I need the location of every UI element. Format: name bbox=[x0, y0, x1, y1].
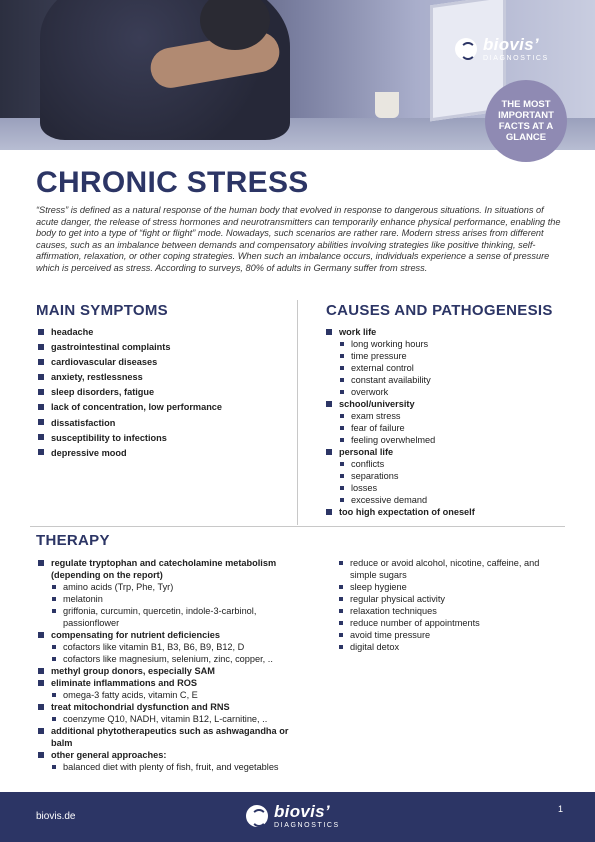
logo-name: biovis’ bbox=[483, 35, 539, 54]
cause-subitem: constant availability bbox=[326, 374, 566, 386]
logo-sub: DIAGNOSTICS bbox=[483, 55, 549, 62]
cause-subitem: losses bbox=[326, 482, 566, 494]
symptom-item: cardiovascular diseases bbox=[38, 356, 288, 368]
section-divider bbox=[30, 526, 565, 527]
page-number: 1 bbox=[558, 804, 564, 814]
therapy-list-left bbox=[38, 557, 293, 773]
therapy-subitem: coenzyme Q10, NADH, vitamin B12, L-carnitine, .. bbox=[38, 713, 293, 725]
symptom-item: susceptibility to infections bbox=[38, 432, 288, 444]
symptom-item: lack of concentration, low performance bbox=[38, 401, 288, 413]
therapy-subitem: balanced diet with plenty of fish, fruit, and vegetables bbox=[38, 761, 293, 773]
cause-group: too high expectation of oneself bbox=[326, 506, 566, 518]
badge-line: FACTS AT A bbox=[498, 121, 554, 132]
therapy-subitem: avoid time pressure bbox=[325, 629, 565, 641]
cause-subitem: time pressure bbox=[326, 350, 566, 362]
therapy-subitem: sleep hygiene bbox=[325, 581, 565, 593]
therapy-subitem: regular physical activity bbox=[325, 593, 565, 605]
footer-website-link[interactable]: biovis.de bbox=[36, 811, 76, 822]
symptom-item: gastrointestinal complaints bbox=[38, 341, 288, 353]
dna-logo-icon bbox=[455, 38, 477, 60]
therapy-subitem: griffonia, curcumin, quercetin, indole-3-carbinol, passionflower bbox=[38, 605, 293, 629]
intro-paragraph: “Stress” is defined as a natural response of the human body that evolved in response to dangerous situations. In situations of acute danger, the release of stress hormones and neurotransmitters can temporarily enhance physical performance, enabling the body to get into a type of “fight or flight” mode. Nowadays, such scenarios are rather rare. Modern stress arises from different causes, such as an imbalance between demands and compensatory abilities involving strategies like positive thinking, self-affirmation, relaxation, or other coping strategies. When such an imbalance occurs, individuals experience a sense of pressure which is perceived as stress. According to surveys, 80% of adults in Germany suffer from stress. bbox=[36, 205, 561, 273]
column-divider bbox=[297, 300, 298, 525]
therapy-group: treat mitochondrial dysfunction and RNS bbox=[38, 701, 293, 713]
therapy-subitem: reduce number of appointments bbox=[325, 617, 565, 629]
logo-name: biovis’ bbox=[274, 802, 330, 821]
therapy-group: compensating for nutrient deficiencies bbox=[38, 629, 293, 641]
header-logo bbox=[455, 36, 549, 62]
page-title: CHRONIC STRESS bbox=[36, 166, 309, 199]
footer-logo bbox=[246, 803, 340, 829]
symptom-item: sleep disorders, fatigue bbox=[38, 386, 288, 398]
therapy-subitem: cofactors like vitamin B1, B3, B6, B9, B12, D bbox=[38, 641, 293, 653]
cause-subitem: overwork bbox=[326, 386, 566, 398]
symptom-item: depressive mood bbox=[38, 447, 288, 459]
cause-subitem: exam stress bbox=[326, 410, 566, 422]
dna-logo-icon bbox=[246, 805, 268, 827]
therapy-subitem: relaxation techniques bbox=[325, 605, 565, 617]
cause-subitem: long working hours bbox=[326, 338, 566, 350]
cause-group: work life bbox=[326, 326, 566, 338]
therapy-subitem: digital detox bbox=[325, 641, 565, 653]
badge-line: GLANCE bbox=[505, 132, 547, 143]
therapy-subitem: omega-3 fatty acids, vitamin C, E bbox=[38, 689, 293, 701]
causes-list bbox=[326, 326, 566, 518]
mug-shape bbox=[375, 92, 399, 118]
symptom-item: anxiety, restlessness bbox=[38, 371, 288, 383]
causes-heading: CAUSES AND PATHOGENESIS bbox=[326, 302, 553, 319]
footer bbox=[0, 792, 595, 842]
badge-line: THE MOST bbox=[501, 99, 551, 110]
therapy-group: methyl group donors, especially SAM bbox=[38, 665, 293, 677]
cause-group: personal life bbox=[326, 446, 566, 458]
therapy-subitem: cofactors like magnesium, selenium, zinc, copper, .. bbox=[38, 653, 293, 665]
cause-subitem: feeling overwhelmed bbox=[326, 434, 566, 446]
therapy-list-right bbox=[325, 557, 565, 653]
cause-subitem: excessive demand bbox=[326, 494, 566, 506]
therapy-group: additional phytotherapeutics such as ashwagandha or balm bbox=[38, 725, 293, 749]
symptom-item: dissatisfaction bbox=[38, 417, 288, 429]
logo-sub: DIAGNOSTICS bbox=[274, 822, 340, 829]
cause-group: school/university bbox=[326, 398, 566, 410]
therapy-subitem: reduce or avoid alcohol, nicotine, caffeine, and simple sugars bbox=[325, 557, 565, 581]
therapy-subitem: amino acids (Trp, Phe, Tyr) bbox=[38, 581, 293, 593]
cause-subitem: separations bbox=[326, 470, 566, 482]
therapy-heading: THERAPY bbox=[36, 532, 110, 549]
cause-subitem: external control bbox=[326, 362, 566, 374]
cause-subitem: fear of failure bbox=[326, 422, 566, 434]
facts-badge bbox=[485, 80, 567, 162]
therapy-group: other general approaches: bbox=[38, 749, 293, 761]
badge-line: IMPORTANT bbox=[498, 110, 554, 121]
cause-subitem: conflicts bbox=[326, 458, 566, 470]
therapy-group: eliminate inflammations and ROS bbox=[38, 677, 293, 689]
symptoms-heading: MAIN SYMPTOMS bbox=[36, 302, 168, 319]
symptoms-list bbox=[38, 326, 288, 462]
therapy-group: regulate tryptophan and catecholamine metabolism (depending on the report) bbox=[38, 557, 293, 581]
symptom-item: headache bbox=[38, 326, 288, 338]
therapy-subitem: melatonin bbox=[38, 593, 293, 605]
